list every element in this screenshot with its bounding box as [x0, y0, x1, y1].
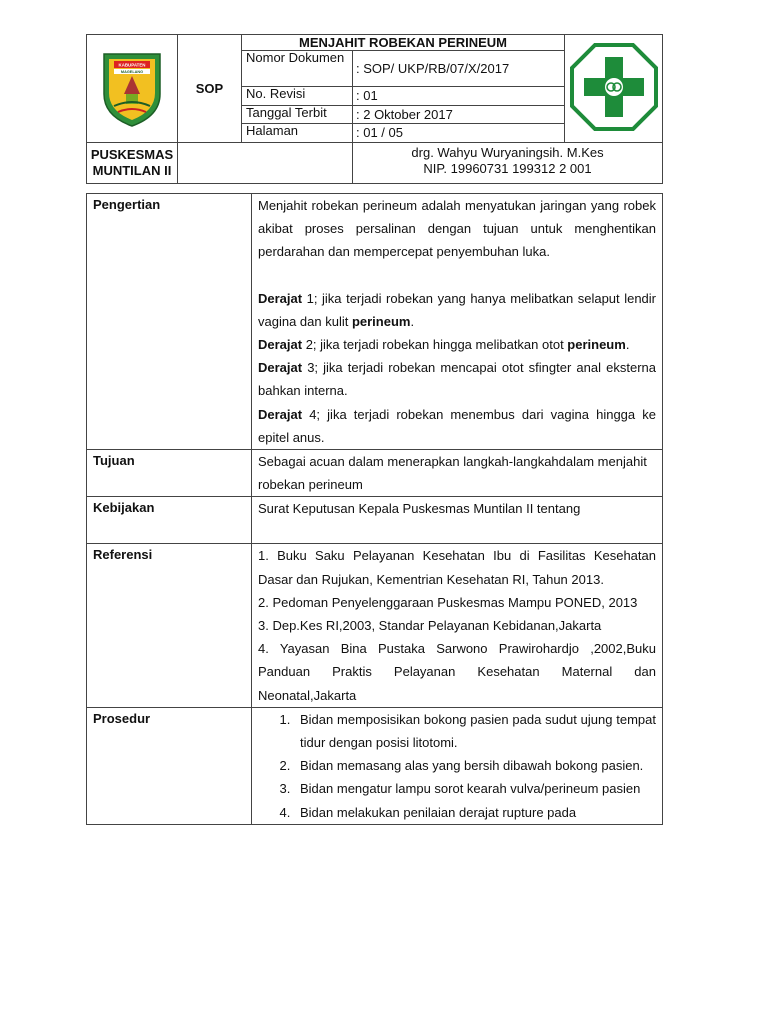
row-pengertian	[87, 194, 663, 450]
header-table	[86, 34, 663, 184]
sop-content-table	[86, 193, 663, 825]
row-tujuan	[87, 450, 663, 497]
procedure-step: 4. Bidan melakukan penilaian derajat rupture pada	[294, 801, 656, 824]
field-label-nomor-dokumen: Nomor Dokumen	[242, 51, 353, 87]
org-line-2: MUNTILAN II	[92, 163, 172, 178]
procedure-step: 1. Bidan memposisikan bokong pasien pada sudut ujung tempat tidur dengan posisi litotomi.	[294, 708, 656, 754]
degree-item: Derajat 1; jika terjadi robekan yang hanya melibatkan selaput lendir vagina dan kulit perineum.	[258, 290, 656, 329]
procedure-step: 2. Bidan memasang alas yang bersih dibawah bokong pasien.	[294, 754, 656, 777]
section-label-pengertian: Pengertian	[87, 194, 252, 450]
signer-nip: NIP. 19960731 199312 2 001	[423, 161, 592, 176]
field-value-nomor-dokumen: : SOP/ UKP/RB/07/X/2017	[353, 51, 565, 87]
row-referensi	[87, 544, 663, 707]
field-label-no-revisi: No. Revisi	[242, 87, 353, 106]
puskesmas-logo-cell	[565, 35, 663, 143]
section-label-prosedur: Prosedur	[87, 707, 252, 824]
sop-label: SOP	[178, 35, 242, 143]
section-label-referensi: Referensi	[87, 544, 252, 707]
pengertian-intro: Menjahit robekan perineum adalah menyatukan jaringan yang robek akibat proses persalinan dengan tujuan untuk menghentikan perdarahan dan mempercepat penyembuhan luka.	[258, 198, 656, 260]
section-label-kebijakan: Kebijakan	[87, 497, 252, 544]
signer-block	[353, 143, 663, 184]
degree-item: Derajat 2; jika terjadi robekan hingga melibatkan otot perineum.	[258, 337, 630, 353]
reference-item: 2. Pedoman Penyelenggaraan Puskesmas Mampu PONED, 2013	[258, 594, 638, 610]
field-label-halaman: Halaman	[242, 124, 353, 143]
procedure-steps	[252, 708, 656, 824]
degree-item: Derajat 3; jika terjadi robekan mencapai otot sfingter anal eksterna bahkan interna.	[258, 360, 656, 399]
organization-name	[87, 143, 178, 184]
field-label-tanggal-terbit: Tanggal Terbit	[242, 105, 353, 124]
section-content-prosedur	[252, 707, 663, 824]
section-content-referensi	[252, 544, 663, 707]
section-label-tujuan: Tujuan	[87, 450, 252, 497]
degree-item: Derajat 4; jika terjadi robekan menembus dari vagina hingga ke epitel anus.	[258, 406, 656, 445]
svg-text:MAGELANG: MAGELANG	[120, 70, 144, 74]
reference-item: 1. Buku Saku Pelayanan Kesehatan Ibu di Fasilitas Kesehatan Dasar dan Rujukan, Kementrian Kesehatan RI, Tahun 2013.	[258, 548, 656, 587]
section-content-pengertian	[252, 194, 663, 450]
field-value-tanggal-terbit: : 2 Oktober 2017	[353, 105, 565, 124]
document-title: MENJAHIT ROBEKAN PERINEUM	[242, 35, 565, 51]
puskesmas-cross-logo-icon	[569, 42, 659, 132]
regency-logo-cell	[87, 35, 178, 143]
reference-item: 4. Yayasan Bina Pustaka Sarwono Prawirohardjo ,2002,Buku Panduan Praktis Pelayanan Kesehatan Maternal dan Neonatal,Jakarta	[258, 641, 656, 703]
field-value-halaman: : 01 / 05	[353, 124, 565, 143]
field-value-no-revisi: : 01	[353, 87, 565, 106]
signer-name: drg. Wahyu Wuryaningsih. M.Kes	[411, 145, 604, 160]
regency-crest-icon	[100, 46, 164, 128]
procedure-step: 3. Bidan mengatur lampu sorot kearah vulva/perineum pasien	[294, 777, 656, 800]
row-prosedur	[87, 707, 663, 824]
crest-text: KABUPATEN	[118, 62, 146, 68]
org-line-1: PUSKESMAS	[90, 147, 174, 162]
reference-item: 3. Dep.Kes RI,2003, Standar Pelayanan Kebidanan,Jakarta	[258, 618, 602, 634]
row-kebijakan	[87, 497, 663, 544]
blank-cell	[178, 143, 353, 184]
section-content-kebijakan: Surat Keputusan Kepala Puskesmas Muntilan II tentang	[252, 497, 663, 544]
section-content-tujuan: Sebagai acuan dalam menerapkan langkah-langkahdalam menjahit robekan perineum	[252, 450, 663, 497]
